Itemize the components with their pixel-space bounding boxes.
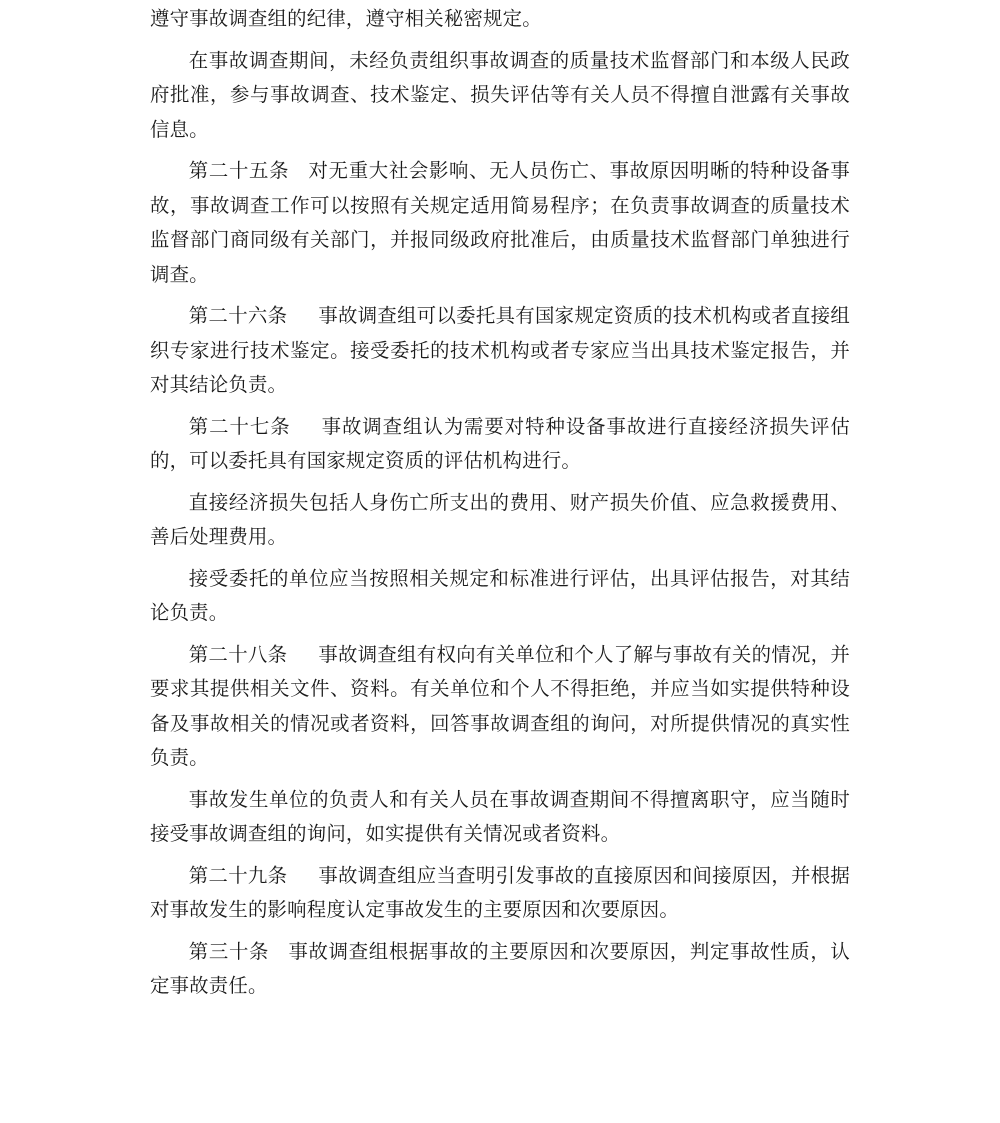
document-page [150, 2, 850, 1011]
article-number: 第二十九条 [188, 863, 288, 887]
article-paragraph [150, 859, 850, 928]
paragraph-text: 事故调查组可以委托具有国家规定资质的技术机构或者直接组织专家进行技术鉴定。接受委托的技术机构或者专家应当出具技术鉴定报告，并对其结论负责。 [150, 304, 850, 396]
article-number: 第二十八条 [188, 642, 288, 666]
paragraph-text: 遵守事故调查组的纪律，遵守相关秘密规定。 [150, 7, 542, 30]
article-number: 第三十条 [188, 939, 270, 963]
paragraph-text: 事故调查组应当查明引发事故的直接原因和间接原因，并根据对事故发生的影响程度认定事故发生的主要原因和次要原因。 [150, 863, 850, 921]
paragraph-text: 事故发生单位的负责人和有关人员在事故调查期间不得擅离职守，应当随时接受事故调查组的询问，如实提供有关情况或者资料。 [150, 787, 850, 845]
article-paragraph [150, 299, 850, 403]
article-paragraph [150, 410, 850, 479]
article-paragraph [150, 638, 850, 776]
paragraph [150, 783, 850, 852]
article-number: 第二十七条 [188, 414, 291, 438]
paragraph [150, 2, 850, 37]
article-number: 第二十六条 [188, 304, 288, 327]
paragraph-text: 事故调查组根据事故的主要原因和次要原因，判定事故性质，认定事故责任。 [150, 939, 850, 997]
paragraph [150, 562, 850, 631]
article-paragraph [150, 154, 850, 292]
paragraph-text: 在事故调查期间，未经负责组织事故调查的质量技术监督部门和本级人民政府批准，参与事故调查、技术鉴定、损失评估等有关人员不得擅自泄露有关事故信息。 [150, 48, 850, 141]
paragraph-text: 直接经济损失包括人身伤亡所支出的费用、财产损失价值、应急救援费用、善后处理费用。 [150, 490, 850, 548]
paragraph [150, 44, 850, 148]
paragraph-text: 对无重大社会影响、无人员伤亡、事故原因明晰的特种设备事故，事故调查工作可以按照有关规定适用简易程序；在负责事故调查的质量技术监督部门商同级有关部门，并报同级政府批准后，由质量技术监督部门单独进行调查。 [150, 159, 850, 286]
paragraph-text: 接受委托的单位应当按照相关规定和标准进行评估，出具评估报告，对其结论负责。 [150, 566, 850, 624]
paragraph-text: 事故调查组有权向有关单位和个人了解与事故有关的情况，并要求其提供相关文件、资料。有关单位和个人不得拒绝，并应当如实提供特种设备及事故相关的情况或者资料，回答事故调查组的询问，对所提供情况的真实性负责。 [150, 642, 850, 769]
paragraph-text: 事故调查组认为需要对特种设备事故进行直接经济损失评估的，可以委托具有国家规定资质的评估机构进行。 [150, 414, 850, 472]
article-paragraph [150, 935, 850, 1004]
paragraph [150, 486, 850, 555]
article-number: 第二十五条 [188, 159, 290, 182]
